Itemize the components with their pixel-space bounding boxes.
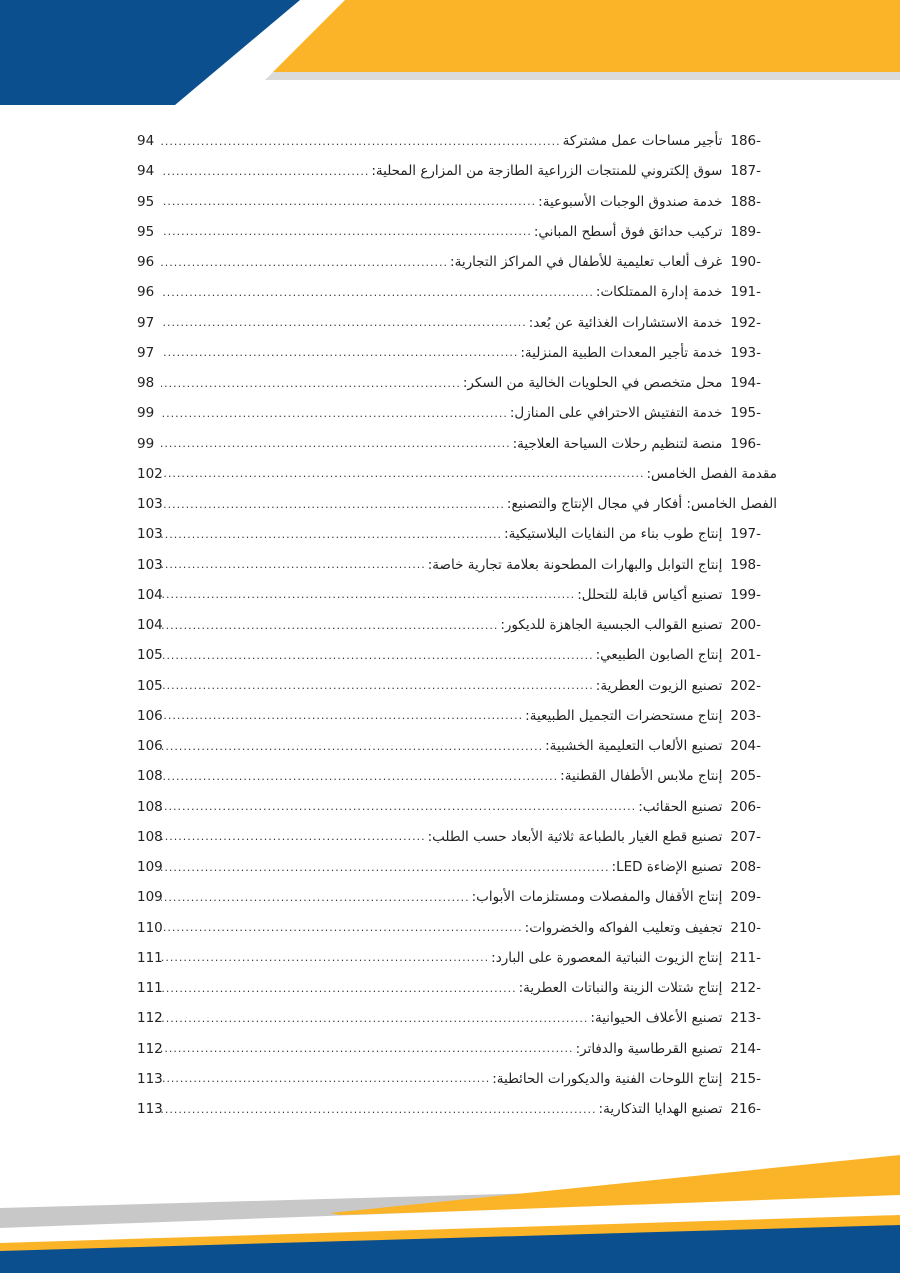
toc-leader-dots — [161, 891, 470, 904]
toc-entry — [137, 247, 777, 277]
toc-entry-title: إنتاج الصابون الطبيعي: — [595, 647, 723, 664]
toc-leader-dots — [161, 740, 543, 753]
toc-entry-title: خدمة إدارة الممتلكات: — [595, 284, 723, 301]
toc-entry-title: إنتاج اللوحات الفنية والديكورات الحائطية: — [492, 1070, 723, 1087]
toc-entry — [137, 852, 777, 882]
toc-entry-title: خدمة الاستشارات الغذائية عن بُعد: — [528, 314, 723, 331]
toc-entry-page: 112 — [137, 1010, 163, 1027]
toc-entry-number: 215- — [730, 1070, 761, 1087]
toc-entry-page: 109 — [137, 889, 163, 906]
toc-entry-number: 194- — [730, 375, 761, 392]
toc-entry — [137, 277, 777, 307]
toc-leader-dots — [161, 195, 536, 208]
toc-entry-page: 110 — [137, 919, 163, 936]
toc-entry-page: 97 — [137, 344, 155, 361]
toc-entry-title: إنتاج الأقفال والمفصلات ومستلزمات الأبواب: — [471, 889, 723, 906]
toc-entry-title: سوق إلكتروني للمنتجات الزراعية الطازجة من المزارع المحلية: — [371, 163, 723, 180]
toc-entry-title: تصنيع القرطاسية والدفاتر: — [575, 1040, 723, 1057]
toc-leader-dots — [161, 709, 523, 722]
toc-leader-dots — [161, 1103, 597, 1116]
toc-entry-page: 108 — [137, 828, 163, 845]
toc-entry-title: إنتاج الزيوت النباتية المعصورة على البارد: — [491, 949, 723, 966]
toc-leader-dots — [161, 558, 426, 571]
toc-entry-title: إنتاج شتلات الزينة والنباتات العطرية: — [518, 980, 723, 997]
toc-leader-dots — [161, 286, 594, 299]
toc-entry — [137, 761, 777, 791]
toc-entry-number: 206- — [730, 798, 761, 815]
toc-entry — [137, 308, 777, 338]
toc-leader-dots — [161, 316, 527, 329]
toc-entry — [137, 398, 777, 428]
toc-entry-number: 190- — [730, 254, 761, 271]
toc-entry — [137, 187, 777, 217]
toc-entry-title: مقدمة الفصل الخامس: — [646, 465, 777, 482]
toc-entry-title: تأجير مساحات عمل مشتركة — [562, 133, 723, 150]
toc-entry-number: 189- — [730, 223, 761, 240]
toc-entry-title: منصة لتنظيم رحلات السياحة العلاجية: — [512, 435, 723, 452]
toc-entry-number: 191- — [730, 284, 761, 301]
toc-leader-dots — [161, 437, 511, 450]
toc-entry-page: 103 — [137, 556, 163, 573]
toc-entry-number: 204- — [730, 738, 761, 755]
toc-entry-number: 205- — [730, 768, 761, 785]
toc-entry-number: 208- — [730, 859, 761, 876]
toc-entry-title: تجفيف وتعليب الفواكه والخضروات: — [524, 919, 723, 936]
toc-entry-page: 98 — [137, 375, 155, 392]
toc-entry-number: 213- — [730, 1010, 761, 1027]
toc-entry-number: 207- — [730, 828, 761, 845]
toc-entry — [137, 550, 777, 580]
toc-entry-number: 203- — [730, 707, 761, 724]
toc-entry-page: 99 — [137, 405, 155, 422]
toc-entry — [137, 1034, 777, 1064]
toc-leader-dots — [161, 407, 508, 420]
toc-leader-dots — [161, 679, 594, 692]
toc-entry-title: تصنيع الأعلاف الحيوانية: — [590, 1010, 723, 1027]
toc-leader-dots — [161, 770, 558, 783]
toc-leader-dots — [161, 800, 636, 813]
toc-entry-number: 192- — [730, 314, 761, 331]
toc-entry-number: 195- — [730, 405, 761, 422]
toc-leader-dots — [161, 377, 461, 390]
toc-entry-number: 186- — [730, 133, 761, 150]
toc-leader-dots — [161, 921, 523, 934]
toc-entry-page: 112 — [137, 1040, 163, 1057]
toc-leader-dots — [161, 165, 369, 178]
toc-leader-dots — [161, 1012, 588, 1025]
toc-entry-title: خدمة صندوق الوجبات الأسبوعية: — [538, 193, 723, 210]
toc-leader-dots — [161, 830, 426, 843]
toc-entry-number: 193- — [730, 344, 761, 361]
toc-entry-title: تصنيع الزيوت العطرية: — [595, 677, 723, 694]
toc-leader-dots — [161, 528, 502, 541]
toc-entry — [137, 338, 777, 368]
toc-entry — [137, 1003, 777, 1033]
toc-entry-page: 104 — [137, 586, 163, 603]
toc-entry-title: خدمة تأجير المعدات الطبية المنزلية: — [520, 344, 723, 361]
toc-leader-dots — [161, 588, 575, 601]
toc-leader-dots — [161, 951, 489, 964]
toc-entry-number: 196- — [730, 435, 761, 452]
toc-leader-dots — [161, 498, 505, 511]
toc-entry — [137, 701, 777, 731]
toc-entry — [137, 671, 777, 701]
toc-leader-dots — [161, 649, 594, 662]
toc-entry-number: 216- — [730, 1101, 761, 1118]
toc-entry-page: 111 — [137, 949, 163, 966]
toc-entry-title: الفصل الخامس: أفكار في مجال الإنتاج والتصنيع: — [506, 496, 777, 513]
toc-entry-page: 106 — [137, 707, 163, 724]
toc-entry-number: 209- — [730, 889, 761, 906]
toc-entry-page: 94 — [137, 163, 155, 180]
toc-entry-page: 102 — [137, 465, 163, 482]
toc-entry — [137, 429, 777, 459]
toc-entry-title: تصنيع الهدايا التذكارية: — [598, 1101, 723, 1118]
toc-entry — [137, 1094, 777, 1124]
toc-leader-dots — [161, 619, 498, 632]
toc-entry-title: إنتاج مستحضرات التجميل الطبيعية: — [525, 707, 723, 724]
toc-entry — [137, 519, 777, 549]
toc-leader-dots — [161, 256, 448, 269]
toc-entry — [137, 792, 777, 822]
toc-entry-page: 108 — [137, 768, 163, 785]
toc-leader-dots — [161, 982, 517, 995]
toc-entry-number: 187- — [730, 163, 761, 180]
toc-entry-page: 111 — [137, 980, 163, 997]
toc-entry-title: تصنيع القوالب الجبسية الجاهزة للديكور: — [500, 617, 723, 634]
toc-entry-title: تصنيع أكياس قابلة للتحلل: — [577, 586, 723, 603]
toc-entry-page: 103 — [137, 526, 163, 543]
toc-entry-number: 199- — [730, 586, 761, 603]
toc-entry — [137, 822, 777, 852]
toc-entry-title: إنتاج ملابس الأطفال القطنية: — [560, 768, 723, 785]
toc-entry-title: إنتاج التوابل والبهارات المطحونة بعلامة تجارية خاصة: — [427, 556, 723, 573]
toc-entry — [137, 459, 777, 489]
table-of-contents — [137, 126, 777, 1124]
toc-entry-page: 99 — [137, 435, 155, 452]
toc-entry-page: 109 — [137, 859, 163, 876]
toc-entry-title: تصنيع الألعاب التعليمية الخشبية: — [545, 738, 723, 755]
toc-entry — [137, 973, 777, 1003]
toc-entry-page: 96 — [137, 254, 155, 271]
toc-entry-number: 188- — [730, 193, 761, 210]
toc-entry — [137, 640, 777, 670]
toc-entry — [137, 217, 777, 247]
toc-entry-number: 201- — [730, 647, 761, 664]
toc-entry — [137, 126, 777, 156]
toc-entry-page: 113 — [137, 1070, 163, 1087]
toc-entry — [137, 1064, 777, 1094]
toc-entry-page: 113 — [137, 1101, 163, 1118]
toc-entry-page: 94 — [137, 133, 155, 150]
toc-entry-title: تركيب حدائق فوق أسطح المباني: — [533, 223, 723, 240]
toc-entry — [137, 580, 777, 610]
toc-entry — [137, 489, 777, 519]
toc-entry-page: 96 — [137, 284, 155, 301]
toc-entry — [137, 731, 777, 761]
toc-entry-title: غرف ألعاب تعليمية للأطفال في المراكز التجارية: — [450, 254, 723, 271]
toc-entry-number: 198- — [730, 556, 761, 573]
toc-entry-title: محل متخصص في الحلويات الخالية من السكر: — [462, 375, 723, 392]
toc-entry-page: 104 — [137, 617, 163, 634]
toc-entry-number: 214- — [730, 1040, 761, 1057]
toc-entry-title: تصنيع الإضاءة LED: — [611, 859, 723, 876]
toc-entry-title: تصنيع قطع الغيار بالطباعة ثلاثية الأبعاد حسب الطلب: — [427, 828, 723, 845]
toc-entry-page: 105 — [137, 647, 163, 664]
toc-entry — [137, 882, 777, 912]
toc-entry-page: 97 — [137, 314, 155, 331]
toc-entry — [137, 156, 777, 186]
toc-entry-page: 95 — [137, 223, 155, 240]
toc-entry-number: 211- — [730, 949, 761, 966]
toc-entry-title: إنتاج طوب بناء من النفايات البلاستيكية: — [504, 526, 723, 543]
toc-entry-title: خدمة التفتيش الاحترافي على المنازل: — [509, 405, 723, 422]
toc-entry-number: 212- — [730, 980, 761, 997]
toc-leader-dots — [161, 861, 610, 874]
bottom-decoration — [0, 1153, 900, 1273]
top-decoration — [0, 0, 900, 110]
toc-entry-number: 202- — [730, 677, 761, 694]
toc-entry-page: 95 — [137, 193, 155, 210]
toc-entry-page: 103 — [137, 496, 163, 513]
toc-leader-dots — [161, 135, 561, 148]
toc-entry — [137, 913, 777, 943]
toc-entry-page: 105 — [137, 677, 163, 694]
toc-entry-title: تصنيع الحقائب: — [638, 798, 723, 815]
toc-leader-dots — [161, 346, 518, 359]
toc-entry — [137, 368, 777, 398]
toc-entry-number: 197- — [730, 526, 761, 543]
toc-entry — [137, 610, 777, 640]
toc-leader-dots — [161, 467, 644, 480]
toc-entry-page: 108 — [137, 798, 163, 815]
toc-leader-dots — [161, 225, 532, 238]
toc-leader-dots — [161, 1072, 490, 1085]
toc-entry-number: 200- — [730, 617, 761, 634]
toc-entry-number: 210- — [730, 919, 761, 936]
toc-entry-page: 106 — [137, 738, 163, 755]
toc-entry — [137, 943, 777, 973]
toc-leader-dots — [161, 1042, 574, 1055]
